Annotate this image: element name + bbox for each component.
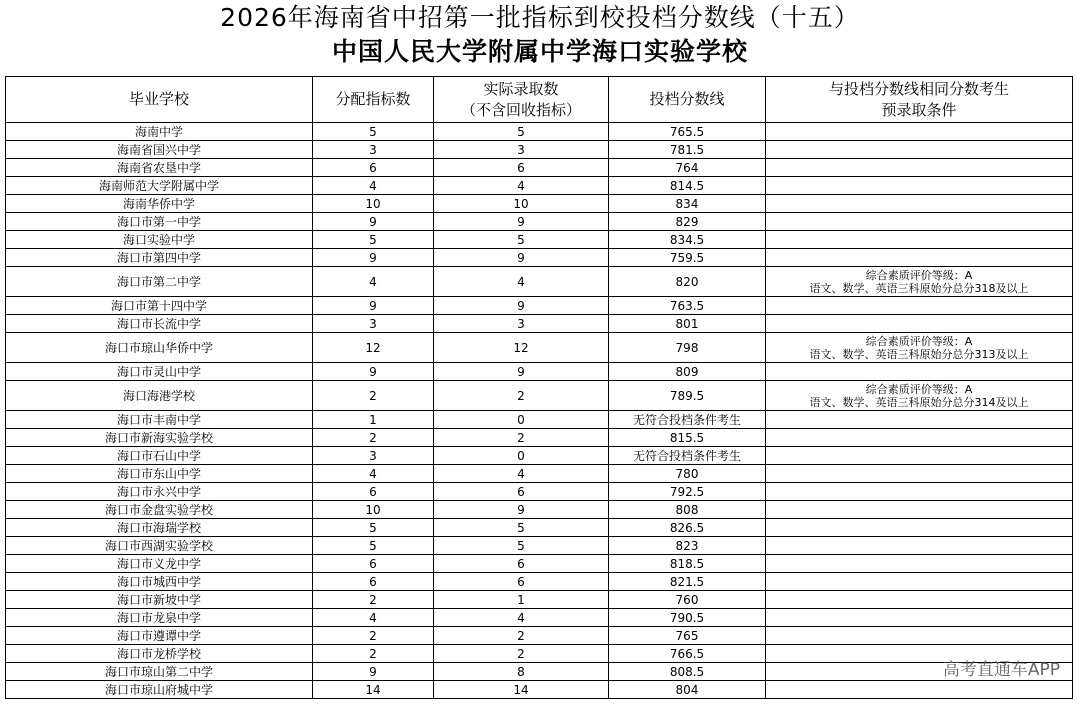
condition-cell	[766, 141, 1073, 159]
school-cell: 海口市东山中学	[6, 465, 313, 483]
actual-cell: 6	[434, 555, 609, 573]
school-cell: 海口市琼山华侨中学	[6, 333, 313, 363]
actual-cell: 9	[434, 297, 609, 315]
quota-cell: 14	[313, 681, 434, 699]
actual-cell: 5	[434, 537, 609, 555]
actual-cell: 2	[434, 645, 609, 663]
school-cell: 海口市遵谭中学	[6, 627, 313, 645]
quota-cell: 2	[313, 381, 434, 411]
school-cell: 海南师范大学附属中学	[6, 177, 313, 195]
actual-cell: 2	[434, 429, 609, 447]
school-cell: 海口市西湖实验学校	[6, 537, 313, 555]
condition-cell	[766, 123, 1073, 141]
condition-cell	[766, 249, 1073, 267]
quota-cell: 9	[313, 363, 434, 381]
school-cell: 海口市海瑞学校	[6, 519, 313, 537]
table-row	[6, 501, 1073, 519]
condition-cell	[766, 333, 1073, 363]
table-row	[6, 159, 1073, 177]
quota-cell: 6	[313, 555, 434, 573]
score-cell: 792.5	[609, 483, 766, 501]
table-row	[6, 663, 1073, 681]
condition-cell	[766, 231, 1073, 249]
quota-cell: 4	[313, 267, 434, 297]
header-actual-line2: （不含回收指标）	[460, 100, 581, 119]
condition-cell	[766, 315, 1073, 333]
table-row	[6, 297, 1073, 315]
school-cell: 海口市永兴中学	[6, 483, 313, 501]
quota-cell: 5	[313, 537, 434, 555]
score-cell: 780	[609, 465, 766, 483]
school-cell: 海南中学	[6, 123, 313, 141]
score-cell: 820	[609, 267, 766, 297]
score-cell: 808.5	[609, 663, 766, 681]
condition-cell	[766, 447, 1073, 465]
actual-cell: 0	[434, 447, 609, 465]
actual-cell: 8	[434, 663, 609, 681]
condition-line2: 语文、数学、英语三科原始分总分318及以上	[809, 281, 1029, 295]
school-cell: 海口市丰南中学	[6, 411, 313, 429]
actual-cell: 6	[434, 573, 609, 591]
quota-cell: 2	[313, 591, 434, 609]
quota-cell: 10	[313, 195, 434, 213]
page-subtitle: 中国人民大学附属中学海口实验学校	[331, 37, 748, 66]
score-cell: 829	[609, 213, 766, 231]
school-cell: 海口市第一中学	[6, 213, 313, 231]
table-row	[6, 333, 1073, 363]
admission-score-table	[5, 76, 1073, 699]
school-cell: 海口市龙泉中学	[6, 609, 313, 627]
table-row	[6, 447, 1073, 465]
condition-line2: 语文、数学、英语三科原始分总分313及以上	[809, 347, 1029, 361]
condition-cell	[766, 381, 1073, 411]
quota-cell: 5	[313, 123, 434, 141]
quota-cell: 6	[313, 483, 434, 501]
actual-cell: 4	[434, 267, 609, 297]
actual-cell: 5	[434, 519, 609, 537]
score-cell: 809	[609, 363, 766, 381]
actual-cell: 10	[434, 195, 609, 213]
quota-cell: 9	[313, 297, 434, 315]
score-cell: 759.5	[609, 249, 766, 267]
school-cell: 海口实验中学	[6, 231, 313, 249]
header-actual-line1: 实际录取数	[483, 79, 559, 98]
condition-cell	[766, 363, 1073, 381]
condition-cell	[766, 627, 1073, 645]
actual-cell: 6	[434, 159, 609, 177]
quota-cell: 10	[313, 501, 434, 519]
condition-cell	[766, 159, 1073, 177]
table-row	[6, 249, 1073, 267]
quota-cell: 2	[313, 429, 434, 447]
actual-cell: 9	[434, 363, 609, 381]
score-cell: 815.5	[609, 429, 766, 447]
score-cell: 789.5	[609, 381, 766, 411]
quota-cell: 9	[313, 249, 434, 267]
condition-cell	[766, 213, 1073, 231]
school-cell: 海口市龙桥学校	[6, 645, 313, 663]
school-cell: 海口市义龙中学	[6, 555, 313, 573]
condition-cell	[766, 483, 1073, 501]
quota-cell: 1	[313, 411, 434, 429]
table-row	[6, 177, 1073, 195]
score-cell: 764	[609, 159, 766, 177]
actual-cell: 4	[434, 465, 609, 483]
quota-cell: 2	[313, 627, 434, 645]
condition-cell	[766, 519, 1073, 537]
quota-cell: 9	[313, 663, 434, 681]
actual-cell: 4	[434, 609, 609, 627]
actual-cell: 3	[434, 315, 609, 333]
score-cell: 823	[609, 537, 766, 555]
table-row	[6, 363, 1073, 381]
score-cell: 818.5	[609, 555, 766, 573]
score-cell: 814.5	[609, 177, 766, 195]
actual-cell: 2	[434, 381, 609, 411]
condition-line1: 综合素质评价等级：A	[865, 268, 973, 282]
condition-cell	[766, 609, 1073, 627]
table-row	[6, 555, 1073, 573]
condition-line1: 综合素质评价等级：A	[865, 382, 973, 396]
quota-cell: 6	[313, 573, 434, 591]
score-cell: 760	[609, 591, 766, 609]
condition-line2: 语文、数学、英语三科原始分总分314及以上	[809, 395, 1029, 409]
quota-cell: 4	[313, 177, 434, 195]
actual-cell: 1	[434, 591, 609, 609]
school-cell: 海口市石山中学	[6, 447, 313, 465]
table-row	[6, 591, 1073, 609]
actual-cell: 9	[434, 501, 609, 519]
quota-cell: 3	[313, 141, 434, 159]
condition-cell	[766, 465, 1073, 483]
actual-cell: 5	[434, 231, 609, 249]
quota-cell: 3	[313, 447, 434, 465]
score-cell: 798	[609, 333, 766, 363]
condition-cell	[766, 195, 1073, 213]
condition-cell	[766, 429, 1073, 447]
actual-cell: 9	[434, 213, 609, 231]
condition-cell	[766, 537, 1073, 555]
actual-cell: 6	[434, 483, 609, 501]
header-condition-line1: 与投档分数线相同分数考生	[828, 79, 1009, 98]
quota-cell: 5	[313, 231, 434, 249]
quota-cell: 9	[313, 213, 434, 231]
school-cell: 海口海港学校	[6, 381, 313, 411]
score-cell: 无符合投档条件考生	[609, 411, 766, 429]
quota-cell: 4	[313, 609, 434, 627]
score-cell: 781.5	[609, 141, 766, 159]
condition-line1: 综合素质评价等级：A	[865, 334, 973, 348]
table-row	[6, 519, 1073, 537]
header-score: 投档分数线	[609, 77, 766, 123]
table-row	[6, 429, 1073, 447]
header-school: 毕业学校	[6, 77, 313, 123]
table-row	[6, 411, 1073, 429]
score-cell: 790.5	[609, 609, 766, 627]
actual-cell: 0	[434, 411, 609, 429]
condition-cell	[766, 573, 1073, 591]
school-cell: 海口市城西中学	[6, 573, 313, 591]
school-cell: 海口市新海实验学校	[6, 429, 313, 447]
score-cell: 826.5	[609, 519, 766, 537]
table-row	[6, 627, 1073, 645]
condition-cell	[766, 555, 1073, 573]
quota-cell: 4	[313, 465, 434, 483]
table-header-row	[6, 77, 1073, 123]
header-condition	[766, 77, 1073, 123]
table-row	[6, 213, 1073, 231]
school-cell: 海南华侨中学	[6, 195, 313, 213]
table-row	[6, 231, 1073, 249]
quota-cell: 12	[313, 333, 434, 363]
header-actual	[434, 77, 609, 123]
score-cell: 766.5	[609, 645, 766, 663]
quota-cell: 6	[313, 159, 434, 177]
school-cell: 海南省农垦中学	[6, 159, 313, 177]
school-cell: 海南省国兴中学	[6, 141, 313, 159]
school-cell: 海口市第四中学	[6, 249, 313, 267]
score-cell: 763.5	[609, 297, 766, 315]
score-cell: 821.5	[609, 573, 766, 591]
condition-cell	[766, 501, 1073, 519]
actual-cell: 2	[434, 627, 609, 645]
table-row	[6, 573, 1073, 591]
condition-cell	[766, 681, 1073, 699]
table-row	[6, 537, 1073, 555]
actual-cell: 5	[434, 123, 609, 141]
score-cell: 804	[609, 681, 766, 699]
quota-cell: 5	[313, 519, 434, 537]
condition-cell	[766, 297, 1073, 315]
condition-cell	[766, 591, 1073, 609]
quota-cell: 3	[313, 315, 434, 333]
table-row	[6, 465, 1073, 483]
quota-cell: 2	[313, 645, 434, 663]
table-row	[6, 195, 1073, 213]
table-row	[6, 645, 1073, 663]
actual-cell: 14	[434, 681, 609, 699]
condition-cell	[766, 267, 1073, 297]
table-row	[6, 681, 1073, 699]
actual-cell: 4	[434, 177, 609, 195]
school-cell: 海口市金盘实验学校	[6, 501, 313, 519]
school-cell: 海口市新坡中学	[6, 591, 313, 609]
actual-cell: 3	[434, 141, 609, 159]
school-cell: 海口市第二中学	[6, 267, 313, 297]
score-cell: 808	[609, 501, 766, 519]
score-cell: 765	[609, 627, 766, 645]
school-cell: 海口市长流中学	[6, 315, 313, 333]
table-row	[6, 609, 1073, 627]
score-cell: 834.5	[609, 231, 766, 249]
actual-cell: 12	[434, 333, 609, 363]
score-cell: 765.5	[609, 123, 766, 141]
table-row	[6, 267, 1073, 297]
table-row	[6, 141, 1073, 159]
condition-cell	[766, 177, 1073, 195]
school-cell: 海口市第十四中学	[6, 297, 313, 315]
actual-cell: 9	[434, 249, 609, 267]
table-row	[6, 315, 1073, 333]
table-row	[6, 123, 1073, 141]
school-cell: 海口市琼山第二中学	[6, 663, 313, 681]
table-row	[6, 483, 1073, 501]
header-condition-line2: 预录取条件	[881, 100, 957, 119]
school-cell: 海口市灵山中学	[6, 363, 313, 381]
watermark: 高考直通车APP	[942, 660, 1060, 680]
score-cell: 无符合投档条件考生	[609, 447, 766, 465]
page-title: 2026年海南省中招第一批指标到校投档分数线（十五）	[220, 3, 860, 32]
header-quota: 分配指标数	[313, 77, 434, 123]
score-cell: 834	[609, 195, 766, 213]
table-row	[6, 381, 1073, 411]
condition-cell	[766, 411, 1073, 429]
school-cell: 海口市琼山府城中学	[6, 681, 313, 699]
score-cell: 801	[609, 315, 766, 333]
